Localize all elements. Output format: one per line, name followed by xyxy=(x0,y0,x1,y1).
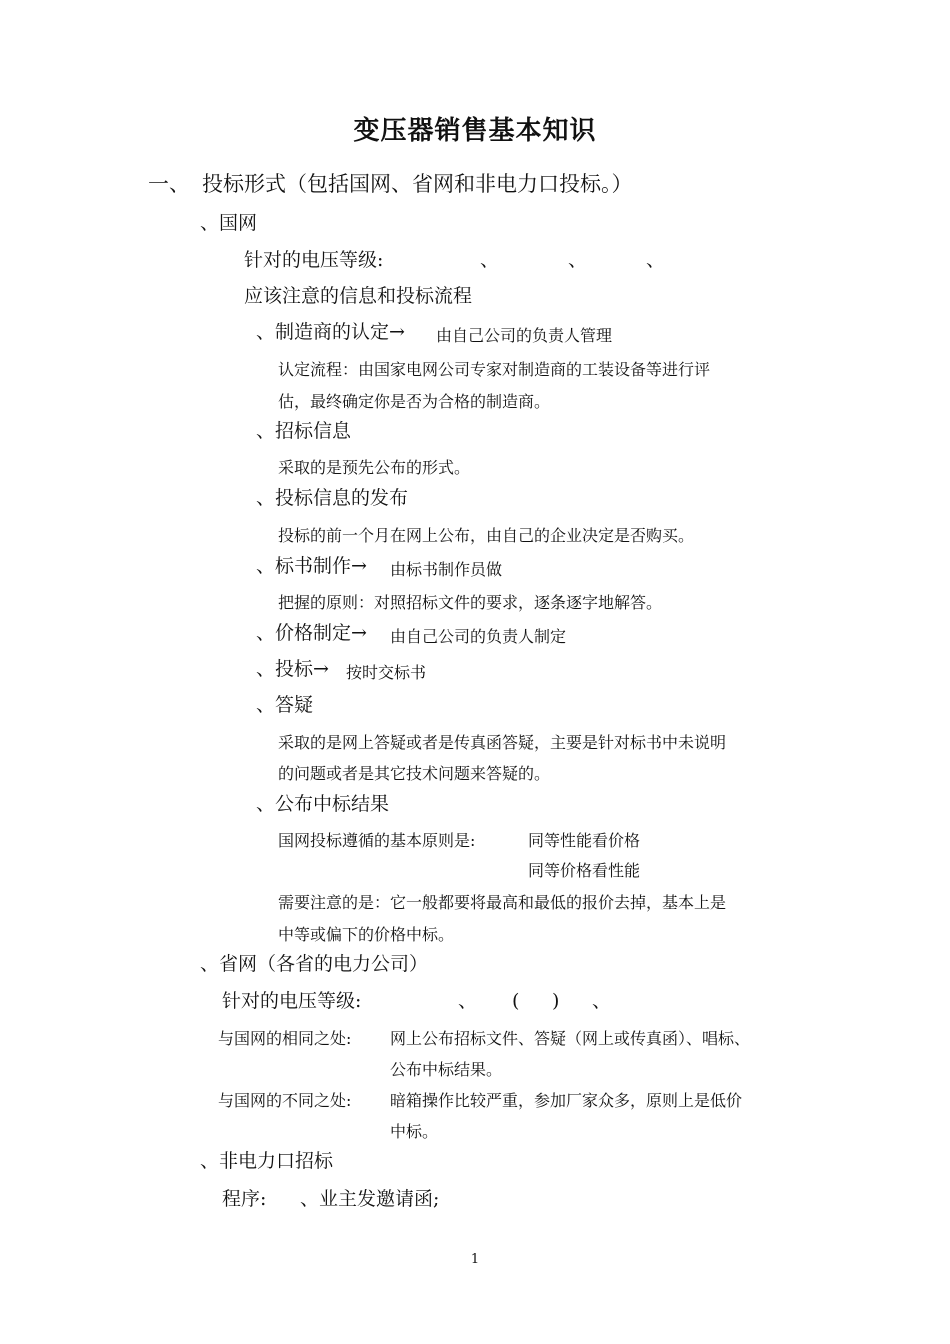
item-qa-desc: 的问题或者是其它技术问题来答疑的。 xyxy=(278,764,551,783)
voltage-separator: ) xyxy=(552,990,560,1012)
notice-heading: 应该注意的信息和投标流程 xyxy=(244,285,473,307)
item-manufacturer-desc: 认定流程：由国家电网公司专家对制造商的工装设备等进行评 xyxy=(278,360,711,379)
principle-1: 同等性能看价格 xyxy=(528,831,641,850)
item-price-label: 、价格制定→ xyxy=(256,622,367,644)
item-bid-doc-note: 由标书制作员做 xyxy=(390,560,503,579)
result-note: 中等或偏下的价格中标。 xyxy=(278,925,455,944)
voltage-separator: 、 xyxy=(568,249,588,271)
principle-2: 同等价格看性能 xyxy=(528,861,641,880)
item-bid-doc-desc: 把握的原则：对照招标文件的要求，逐条逐字地解答。 xyxy=(278,593,663,612)
item-tender-info-desc: 采取的是预先公布的形式。 xyxy=(278,458,471,477)
voltage-separator: 、 xyxy=(592,990,612,1012)
voltage-separator: 、 xyxy=(458,990,478,1012)
diff-label: 与国网的不同之处: xyxy=(218,1091,352,1110)
shengwang-voltage-label: 针对的电压等级: xyxy=(222,990,362,1012)
item-bid-label: 、投标→ xyxy=(256,658,329,680)
procedure-step: 、业主发邀请函; xyxy=(300,1188,440,1210)
guowang-voltage-label: 针对的电压等级: xyxy=(244,249,384,271)
voltage-separator: ( xyxy=(512,990,520,1012)
shengwang-heading: 、省网（各省的电力公司） xyxy=(200,953,429,975)
section-number: 一、 xyxy=(148,172,190,196)
voltage-separator: 、 xyxy=(480,249,500,271)
principle-label: 国网投标遵循的基本原则是: xyxy=(278,831,476,850)
item-release-label: 、投标信息的发布 xyxy=(256,487,409,509)
result-note: 需要注意的是：它一般都要将最高和最低的报价去掉，基本上是 xyxy=(278,893,727,912)
same-label: 与国网的相同之处: xyxy=(218,1029,352,1048)
item-qa-desc: 采取的是网上答疑或者是传真函答疑，主要是针对标书中未说明 xyxy=(278,733,727,752)
diff-text: 中标。 xyxy=(390,1122,439,1141)
item-result-label: 、公布中标结果 xyxy=(256,793,390,815)
page-number: 1 xyxy=(470,1252,480,1267)
feidian-heading: 、非电力口招标 xyxy=(200,1150,334,1172)
procedure-label: 程序: xyxy=(222,1188,267,1210)
same-text: 公布中标结果。 xyxy=(390,1060,503,1079)
item-manufacturer-desc: 估，最终确定你是否为合格的制造商。 xyxy=(278,392,551,411)
item-qa-label: 、答疑 xyxy=(256,694,314,716)
item-tender-info-label: 、招标信息 xyxy=(256,420,352,442)
item-release-desc: 投标的前一个月在网上公布，由自己的企业决定是否购买。 xyxy=(278,526,695,545)
document-title: 变压器销售基本知识 xyxy=(353,116,597,146)
voltage-separator: 、 xyxy=(646,249,666,271)
item-manufacturer-note: 由自己公司的负责人管理 xyxy=(436,326,613,345)
diff-text: 暗箱操作比较严重，参加厂家众多，原则上是低价 xyxy=(390,1091,743,1110)
item-bid-note: 按时交标书 xyxy=(346,663,427,682)
same-text: 网上公布招标文件、答疑（网上或传真函）、唱标、 xyxy=(390,1029,751,1048)
section-heading: 投标形式（包括国网、省网和非电力口投标。） xyxy=(202,172,633,196)
item-manufacturer-label: 、制造商的认定→ xyxy=(256,321,405,343)
item-bid-doc-label: 、标书制作→ xyxy=(256,555,367,577)
guowang-heading: 、国网 xyxy=(200,212,258,234)
item-price-note: 由自己公司的负责人制定 xyxy=(390,627,567,646)
